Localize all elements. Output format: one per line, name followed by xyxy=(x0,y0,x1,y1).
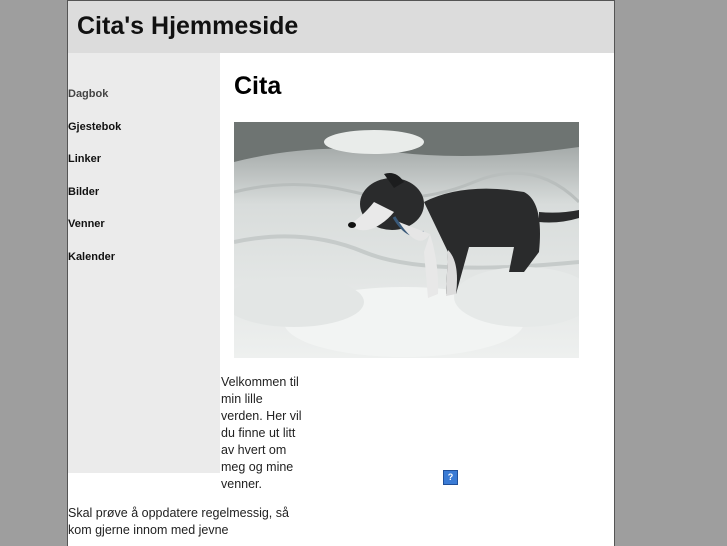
sidebar-item-gjestebok xyxy=(68,117,121,150)
intro-text xyxy=(68,374,614,546)
intro-line: kom gjerne innom med jevne xyxy=(68,523,229,537)
nav-link-linker[interactable]: Linker xyxy=(68,153,102,166)
intro-line: min lille xyxy=(221,392,263,406)
intro-line: av hvert om xyxy=(221,443,287,457)
sidebar-item-bilder xyxy=(68,182,121,215)
intro-line: du finne ut litt xyxy=(221,426,296,440)
nav-link-bilder[interactable]: Bilder xyxy=(68,185,100,198)
sidebar-item-kalender xyxy=(68,247,121,280)
sidebar-item-venner xyxy=(68,214,121,247)
site-title: Cita's Hjemmeside xyxy=(77,12,299,40)
broken-image-icon: ? xyxy=(443,470,458,485)
intro-line: Skal prøve å oppdatere regelmessig, så xyxy=(68,506,289,520)
nav-link-venner[interactable]: Venner xyxy=(68,218,105,231)
intro-line: Velkommen til xyxy=(221,375,299,389)
intro-line: verden. Her vil xyxy=(221,409,302,423)
intro-line: meg og mine xyxy=(221,460,294,474)
site-header xyxy=(68,1,614,53)
sidebar-nav xyxy=(68,84,121,280)
sidebar-item-linker xyxy=(68,149,121,182)
dog-in-snow-photo xyxy=(234,122,579,358)
content-title: Cita xyxy=(234,72,282,100)
intro-line: venner. xyxy=(221,477,263,491)
nav-link-dagbok[interactable]: Dagbok xyxy=(68,88,109,100)
sidebar-float-spacer xyxy=(68,374,221,478)
sidebar-item-dagbok xyxy=(68,84,121,117)
nav-link-gjestebok[interactable]: Gjestebok xyxy=(68,120,122,133)
page-container xyxy=(67,0,615,546)
nav-link-kalender[interactable]: Kalender xyxy=(68,250,116,263)
intro-paragraph-2 xyxy=(68,505,308,539)
